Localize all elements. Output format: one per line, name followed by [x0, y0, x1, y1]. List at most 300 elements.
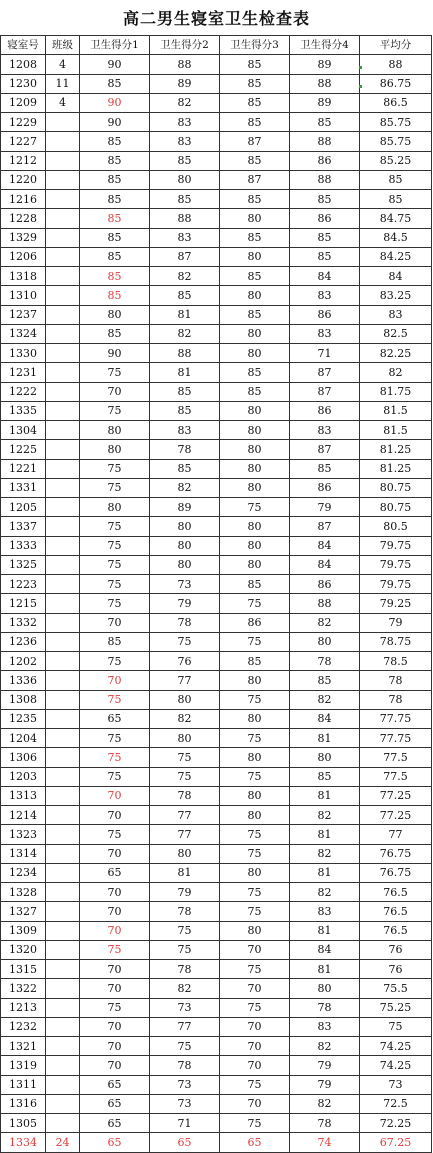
cell-room[interactable]: 1320 — [1, 940, 46, 959]
cell-score4[interactable]: 81 — [290, 960, 360, 979]
cell-score4[interactable]: 88 — [290, 132, 360, 151]
cell-score2[interactable]: 82 — [150, 324, 220, 343]
cell-score1[interactable]: 85 — [80, 170, 150, 189]
cell-average[interactable]: 77.75 — [360, 729, 432, 748]
cell-score2[interactable]: 81 — [150, 863, 220, 882]
cell-score2[interactable]: 75 — [150, 921, 220, 940]
cell-room[interactable]: 1332 — [1, 613, 46, 632]
cell-class[interactable] — [46, 594, 80, 613]
header-room[interactable]: 寝室号 — [1, 36, 46, 55]
cell-score2[interactable]: 81 — [150, 305, 220, 324]
cell-score4[interactable]: 71 — [290, 344, 360, 363]
cell-room[interactable]: 1208 — [1, 55, 46, 74]
cell-score4[interactable]: 82 — [290, 1094, 360, 1113]
cell-class[interactable] — [46, 709, 80, 728]
cell-score3[interactable]: 70 — [220, 1094, 290, 1113]
cell-class[interactable] — [46, 806, 80, 825]
cell-class[interactable] — [46, 1056, 80, 1075]
cell-class[interactable] — [46, 517, 80, 536]
cell-average[interactable]: 75.25 — [360, 998, 432, 1017]
cell-score2[interactable]: 85 — [150, 190, 220, 209]
cell-score4[interactable]: 81 — [290, 825, 360, 844]
cell-class[interactable] — [46, 228, 80, 247]
cell-score2[interactable]: 88 — [150, 55, 220, 74]
cell-average[interactable]: 79 — [360, 613, 432, 632]
cell-average[interactable]: 78 — [360, 671, 432, 690]
cell-score1[interactable]: 70 — [80, 883, 150, 902]
cell-score3[interactable]: 70 — [220, 940, 290, 959]
cell-score3[interactable]: 75 — [220, 767, 290, 786]
cell-score2[interactable]: 77 — [150, 806, 220, 825]
cell-score2[interactable]: 80 — [150, 536, 220, 555]
cell-score2[interactable]: 77 — [150, 825, 220, 844]
cell-average[interactable]: 84.5 — [360, 228, 432, 247]
cell-score4[interactable]: 82 — [290, 883, 360, 902]
cell-score2[interactable]: 82 — [150, 709, 220, 728]
cell-score2[interactable]: 83 — [150, 113, 220, 132]
cell-score3[interactable]: 75 — [220, 902, 290, 921]
cell-score4[interactable]: 80 — [290, 979, 360, 998]
cell-score1[interactable]: 70 — [80, 1017, 150, 1036]
cell-room[interactable]: 1214 — [1, 806, 46, 825]
cell-room[interactable]: 1306 — [1, 748, 46, 767]
cell-score2[interactable]: 82 — [150, 979, 220, 998]
cell-score4[interactable]: 84 — [290, 709, 360, 728]
cell-score4[interactable]: 87 — [290, 440, 360, 459]
cell-score3[interactable]: 75 — [220, 844, 290, 863]
cell-score4[interactable]: 87 — [290, 382, 360, 401]
cell-score3[interactable]: 85 — [220, 113, 290, 132]
cell-score3[interactable]: 80 — [220, 209, 290, 228]
cell-score4[interactable]: 85 — [290, 767, 360, 786]
cell-score2[interactable]: 71 — [150, 1114, 220, 1133]
cell-score1[interactable]: 65 — [80, 709, 150, 728]
cell-score4[interactable]: 86 — [290, 401, 360, 420]
cell-average[interactable]: 85.75 — [360, 132, 432, 151]
cell-score4[interactable]: 83 — [290, 324, 360, 343]
cell-score3[interactable]: 80 — [220, 344, 290, 363]
cell-score3[interactable]: 80 — [220, 440, 290, 459]
cell-score3[interactable]: 80 — [220, 863, 290, 882]
cell-room[interactable]: 1319 — [1, 1056, 46, 1075]
cell-class[interactable] — [46, 344, 80, 363]
cell-average[interactable]: 82.5 — [360, 324, 432, 343]
cell-class[interactable] — [46, 825, 80, 844]
cell-room[interactable]: 1310 — [1, 286, 46, 305]
cell-score3[interactable]: 85 — [220, 382, 290, 401]
cell-score3[interactable]: 75 — [220, 729, 290, 748]
cell-average[interactable]: 81.5 — [360, 401, 432, 420]
cell-score2[interactable]: 85 — [150, 382, 220, 401]
cell-average[interactable]: 77 — [360, 825, 432, 844]
cell-score4[interactable]: 88 — [290, 170, 360, 189]
cell-score1[interactable]: 70 — [80, 1037, 150, 1056]
cell-score2[interactable]: 80 — [150, 690, 220, 709]
cell-score1[interactable]: 70 — [80, 960, 150, 979]
cell-class[interactable] — [46, 132, 80, 151]
cell-score4[interactable]: 86 — [290, 575, 360, 594]
cell-score4[interactable]: 82 — [290, 844, 360, 863]
cell-class[interactable] — [46, 1075, 80, 1094]
cell-score1[interactable]: 85 — [80, 247, 150, 266]
cell-average[interactable]: 76.5 — [360, 921, 432, 940]
cell-score4[interactable]: 81 — [290, 786, 360, 805]
cell-score4[interactable]: 86 — [290, 151, 360, 170]
cell-average[interactable]: 86.5 — [360, 93, 432, 112]
cell-room[interactable]: 1322 — [1, 979, 46, 998]
cell-score3[interactable]: 75 — [220, 690, 290, 709]
cell-score1[interactable]: 75 — [80, 940, 150, 959]
cell-class[interactable] — [46, 382, 80, 401]
cell-class[interactable] — [46, 247, 80, 266]
cell-score3[interactable]: 80 — [220, 786, 290, 805]
cell-average[interactable]: 72.5 — [360, 1094, 432, 1113]
cell-score2[interactable]: 88 — [150, 344, 220, 363]
cell-average[interactable]: 75 — [360, 1017, 432, 1036]
cell-score1[interactable]: 85 — [80, 209, 150, 228]
cell-score2[interactable]: 85 — [150, 151, 220, 170]
cell-score4[interactable]: 83 — [290, 421, 360, 440]
cell-room[interactable]: 1318 — [1, 267, 46, 286]
cell-average[interactable]: 76 — [360, 960, 432, 979]
cell-class[interactable] — [46, 170, 80, 189]
cell-score3[interactable]: 85 — [220, 305, 290, 324]
cell-room[interactable]: 1321 — [1, 1037, 46, 1056]
cell-class[interactable] — [46, 459, 80, 478]
cell-score1[interactable]: 90 — [80, 93, 150, 112]
cell-score2[interactable]: 89 — [150, 498, 220, 517]
cell-score4[interactable]: 84 — [290, 267, 360, 286]
cell-average[interactable]: 84.25 — [360, 247, 432, 266]
cell-class[interactable] — [46, 1114, 80, 1133]
cell-room[interactable]: 1336 — [1, 671, 46, 690]
cell-score1[interactable]: 65 — [80, 1133, 150, 1152]
header-score2[interactable]: 卫生得分2 — [150, 36, 220, 55]
cell-score4[interactable]: 87 — [290, 517, 360, 536]
cell-score1[interactable]: 65 — [80, 1114, 150, 1133]
cell-average[interactable]: 67.25 — [360, 1133, 432, 1152]
cell-class[interactable] — [46, 305, 80, 324]
cell-average[interactable]: 80.75 — [360, 498, 432, 517]
cell-room[interactable]: 1228 — [1, 209, 46, 228]
cell-average[interactable]: 76.5 — [360, 883, 432, 902]
cell-average[interactable]: 80.75 — [360, 478, 432, 497]
cell-score2[interactable]: 75 — [150, 748, 220, 767]
cell-class[interactable] — [46, 401, 80, 420]
cell-class[interactable] — [46, 190, 80, 209]
cell-score2[interactable]: 77 — [150, 1017, 220, 1036]
cell-score3[interactable]: 70 — [220, 1017, 290, 1036]
cell-score4[interactable]: 85 — [290, 228, 360, 247]
cell-average[interactable]: 82.25 — [360, 344, 432, 363]
cell-average[interactable]: 77.25 — [360, 806, 432, 825]
cell-room[interactable]: 1325 — [1, 555, 46, 574]
cell-score4[interactable]: 88 — [290, 74, 360, 93]
cell-score3[interactable]: 80 — [220, 286, 290, 305]
cell-score1[interactable]: 85 — [80, 151, 150, 170]
cell-score3[interactable]: 85 — [220, 267, 290, 286]
cell-score3[interactable]: 85 — [220, 363, 290, 382]
cell-average[interactable]: 76.75 — [360, 844, 432, 863]
cell-average[interactable]: 85.75 — [360, 113, 432, 132]
cell-score4[interactable]: 88 — [290, 594, 360, 613]
cell-score3[interactable]: 80 — [220, 748, 290, 767]
cell-room[interactable]: 1335 — [1, 401, 46, 420]
cell-score2[interactable]: 73 — [150, 575, 220, 594]
cell-score3[interactable]: 85 — [220, 55, 290, 74]
cell-class[interactable] — [46, 748, 80, 767]
cell-score4[interactable]: 89 — [290, 55, 360, 74]
cell-score4[interactable]: 78 — [290, 998, 360, 1017]
cell-average[interactable]: 81.75 — [360, 382, 432, 401]
cell-score1[interactable]: 70 — [80, 844, 150, 863]
cell-score1[interactable]: 65 — [80, 1094, 150, 1113]
cell-average[interactable]: 85 — [360, 190, 432, 209]
cell-score1[interactable]: 90 — [80, 344, 150, 363]
cell-class[interactable] — [46, 613, 80, 632]
cell-score2[interactable]: 78 — [150, 440, 220, 459]
cell-class[interactable] — [46, 729, 80, 748]
cell-class[interactable] — [46, 940, 80, 959]
cell-average[interactable]: 76 — [360, 940, 432, 959]
cell-score3[interactable]: 70 — [220, 1037, 290, 1056]
cell-score2[interactable]: 83 — [150, 132, 220, 151]
cell-room[interactable]: 1330 — [1, 344, 46, 363]
cell-room[interactable]: 1221 — [1, 459, 46, 478]
cell-class[interactable] — [46, 151, 80, 170]
cell-average[interactable]: 76.5 — [360, 902, 432, 921]
cell-room[interactable]: 1206 — [1, 247, 46, 266]
cell-score4[interactable]: 81 — [290, 729, 360, 748]
cell-room[interactable]: 1232 — [1, 1017, 46, 1036]
cell-score4[interactable]: 86 — [290, 209, 360, 228]
cell-score3[interactable]: 80 — [220, 806, 290, 825]
cell-score2[interactable]: 78 — [150, 786, 220, 805]
cell-score1[interactable]: 75 — [80, 825, 150, 844]
cell-score1[interactable]: 75 — [80, 555, 150, 574]
cell-room[interactable]: 1229 — [1, 113, 46, 132]
cell-class[interactable]: 24 — [46, 1133, 80, 1152]
cell-score3[interactable]: 80 — [220, 247, 290, 266]
cell-class[interactable] — [46, 286, 80, 305]
cell-score3[interactable]: 70 — [220, 1056, 290, 1075]
cell-score1[interactable]: 75 — [80, 401, 150, 420]
cell-score1[interactable]: 85 — [80, 632, 150, 651]
header-score3[interactable]: 卫生得分3 — [220, 36, 290, 55]
cell-class[interactable] — [46, 421, 80, 440]
cell-average[interactable]: 86.75 — [360, 74, 432, 93]
cell-score1[interactable]: 85 — [80, 132, 150, 151]
cell-class[interactable] — [46, 671, 80, 690]
cell-room[interactable]: 1213 — [1, 998, 46, 1017]
cell-class[interactable] — [46, 863, 80, 882]
cell-score3[interactable]: 85 — [220, 93, 290, 112]
cell-class[interactable] — [46, 786, 80, 805]
cell-room[interactable]: 1337 — [1, 517, 46, 536]
cell-score1[interactable]: 75 — [80, 459, 150, 478]
cell-average[interactable]: 77.5 — [360, 748, 432, 767]
cell-score1[interactable]: 70 — [80, 921, 150, 940]
cell-room[interactable]: 1204 — [1, 729, 46, 748]
cell-room[interactable]: 1309 — [1, 921, 46, 940]
cell-score4[interactable]: 85 — [290, 247, 360, 266]
cell-score4[interactable]: 84 — [290, 536, 360, 555]
cell-room[interactable]: 1205 — [1, 498, 46, 517]
cell-score2[interactable]: 85 — [150, 286, 220, 305]
cell-score4[interactable]: 86 — [290, 305, 360, 324]
cell-score4[interactable]: 85 — [290, 459, 360, 478]
cell-score1[interactable]: 80 — [80, 305, 150, 324]
cell-room[interactable]: 1227 — [1, 132, 46, 151]
cell-room[interactable]: 1304 — [1, 421, 46, 440]
cell-room[interactable]: 1237 — [1, 305, 46, 324]
cell-score3[interactable]: 75 — [220, 883, 290, 902]
cell-room[interactable]: 1216 — [1, 190, 46, 209]
cell-score3[interactable]: 70 — [220, 979, 290, 998]
cell-average[interactable]: 78 — [360, 690, 432, 709]
cell-score4[interactable]: 82 — [290, 690, 360, 709]
cell-score1[interactable]: 75 — [80, 652, 150, 671]
header-score1[interactable]: 卫生得分1 — [80, 36, 150, 55]
cell-room[interactable]: 1222 — [1, 382, 46, 401]
cell-room[interactable]: 1235 — [1, 709, 46, 728]
cell-score3[interactable]: 75 — [220, 998, 290, 1017]
cell-average[interactable]: 77.75 — [360, 709, 432, 728]
cell-room[interactable]: 1308 — [1, 690, 46, 709]
cell-score4[interactable]: 82 — [290, 806, 360, 825]
cell-score3[interactable]: 85 — [220, 74, 290, 93]
cell-score4[interactable]: 79 — [290, 1075, 360, 1094]
cell-score2[interactable]: 80 — [150, 844, 220, 863]
cell-score4[interactable]: 87 — [290, 363, 360, 382]
cell-class[interactable] — [46, 440, 80, 459]
cell-score2[interactable]: 75 — [150, 1037, 220, 1056]
cell-score4[interactable]: 79 — [290, 498, 360, 517]
cell-class[interactable] — [46, 632, 80, 651]
cell-score2[interactable]: 80 — [150, 517, 220, 536]
header-class[interactable]: 班级 — [46, 36, 80, 55]
cell-score2[interactable]: 88 — [150, 209, 220, 228]
cell-score3[interactable]: 85 — [220, 190, 290, 209]
cell-class[interactable] — [46, 767, 80, 786]
cell-class[interactable] — [46, 324, 80, 343]
cell-score2[interactable]: 78 — [150, 902, 220, 921]
cell-class[interactable] — [46, 921, 80, 940]
cell-class[interactable] — [46, 209, 80, 228]
cell-score4[interactable]: 74 — [290, 1133, 360, 1152]
cell-score1[interactable]: 75 — [80, 998, 150, 1017]
cell-score4[interactable]: 83 — [290, 1017, 360, 1036]
cell-average[interactable]: 81.5 — [360, 421, 432, 440]
cell-average[interactable]: 79.75 — [360, 575, 432, 594]
cell-score1[interactable]: 75 — [80, 767, 150, 786]
cell-average[interactable]: 85 — [360, 170, 432, 189]
cell-score1[interactable]: 75 — [80, 517, 150, 536]
cell-room[interactable]: 1327 — [1, 902, 46, 921]
cell-class[interactable] — [46, 902, 80, 921]
cell-class[interactable] — [46, 652, 80, 671]
cell-score2[interactable]: 82 — [150, 93, 220, 112]
cell-score3[interactable]: 80 — [220, 324, 290, 343]
cell-score4[interactable]: 85 — [290, 190, 360, 209]
cell-room[interactable]: 1324 — [1, 324, 46, 343]
cell-class[interactable] — [46, 690, 80, 709]
cell-score1[interactable]: 90 — [80, 55, 150, 74]
cell-room[interactable]: 1333 — [1, 536, 46, 555]
cell-room[interactable]: 1323 — [1, 825, 46, 844]
cell-score4[interactable]: 81 — [290, 863, 360, 882]
cell-score2[interactable]: 78 — [150, 1056, 220, 1075]
cell-score2[interactable]: 85 — [150, 459, 220, 478]
cell-score2[interactable]: 83 — [150, 421, 220, 440]
cell-score3[interactable]: 87 — [220, 170, 290, 189]
cell-class[interactable]: 11 — [46, 74, 80, 93]
cell-average[interactable]: 73 — [360, 1075, 432, 1094]
cell-average[interactable]: 82 — [360, 363, 432, 382]
cell-score3[interactable]: 75 — [220, 594, 290, 613]
cell-average[interactable]: 77.5 — [360, 767, 432, 786]
cell-score2[interactable]: 83 — [150, 228, 220, 247]
cell-room[interactable]: 1209 — [1, 93, 46, 112]
cell-score1[interactable]: 70 — [80, 979, 150, 998]
cell-score3[interactable]: 75 — [220, 1114, 290, 1133]
cell-average[interactable]: 83.25 — [360, 286, 432, 305]
cell-score4[interactable]: 82 — [290, 613, 360, 632]
cell-score1[interactable]: 65 — [80, 863, 150, 882]
cell-score3[interactable]: 85 — [220, 652, 290, 671]
cell-score2[interactable]: 75 — [150, 767, 220, 786]
cell-score4[interactable]: 78 — [290, 652, 360, 671]
cell-score1[interactable]: 75 — [80, 690, 150, 709]
cell-room[interactable]: 1328 — [1, 883, 46, 902]
cell-class[interactable] — [46, 478, 80, 497]
cell-score3[interactable]: 80 — [220, 555, 290, 574]
cell-score2[interactable]: 76 — [150, 652, 220, 671]
cell-score2[interactable]: 65 — [150, 1133, 220, 1152]
cell-score2[interactable]: 80 — [150, 555, 220, 574]
cell-score1[interactable]: 85 — [80, 267, 150, 286]
cell-class[interactable] — [46, 883, 80, 902]
cell-score2[interactable]: 80 — [150, 729, 220, 748]
cell-score1[interactable]: 75 — [80, 748, 150, 767]
cell-score3[interactable]: 85 — [220, 151, 290, 170]
cell-class[interactable] — [46, 267, 80, 286]
cell-score2[interactable]: 75 — [150, 940, 220, 959]
cell-average[interactable]: 85.25 — [360, 151, 432, 170]
cell-average[interactable]: 84 — [360, 267, 432, 286]
cell-score1[interactable]: 85 — [80, 74, 150, 93]
cell-score3[interactable]: 80 — [220, 671, 290, 690]
cell-score1[interactable]: 75 — [80, 594, 150, 613]
cell-room[interactable]: 1215 — [1, 594, 46, 613]
cell-score1[interactable]: 85 — [80, 228, 150, 247]
cell-score2[interactable]: 82 — [150, 267, 220, 286]
cell-score1[interactable]: 80 — [80, 440, 150, 459]
cell-room[interactable]: 1202 — [1, 652, 46, 671]
cell-room[interactable]: 1236 — [1, 632, 46, 651]
cell-class[interactable] — [46, 998, 80, 1017]
cell-average[interactable]: 76.75 — [360, 863, 432, 882]
cell-average[interactable]: 78.5 — [360, 652, 432, 671]
cell-average[interactable]: 79.75 — [360, 555, 432, 574]
cell-score3[interactable]: 80 — [220, 536, 290, 555]
cell-class[interactable] — [46, 498, 80, 517]
cell-score1[interactable]: 70 — [80, 786, 150, 805]
cell-class[interactable] — [46, 1037, 80, 1056]
cell-score4[interactable]: 84 — [290, 555, 360, 574]
cell-score3[interactable]: 80 — [220, 478, 290, 497]
cell-score1[interactable]: 85 — [80, 286, 150, 305]
